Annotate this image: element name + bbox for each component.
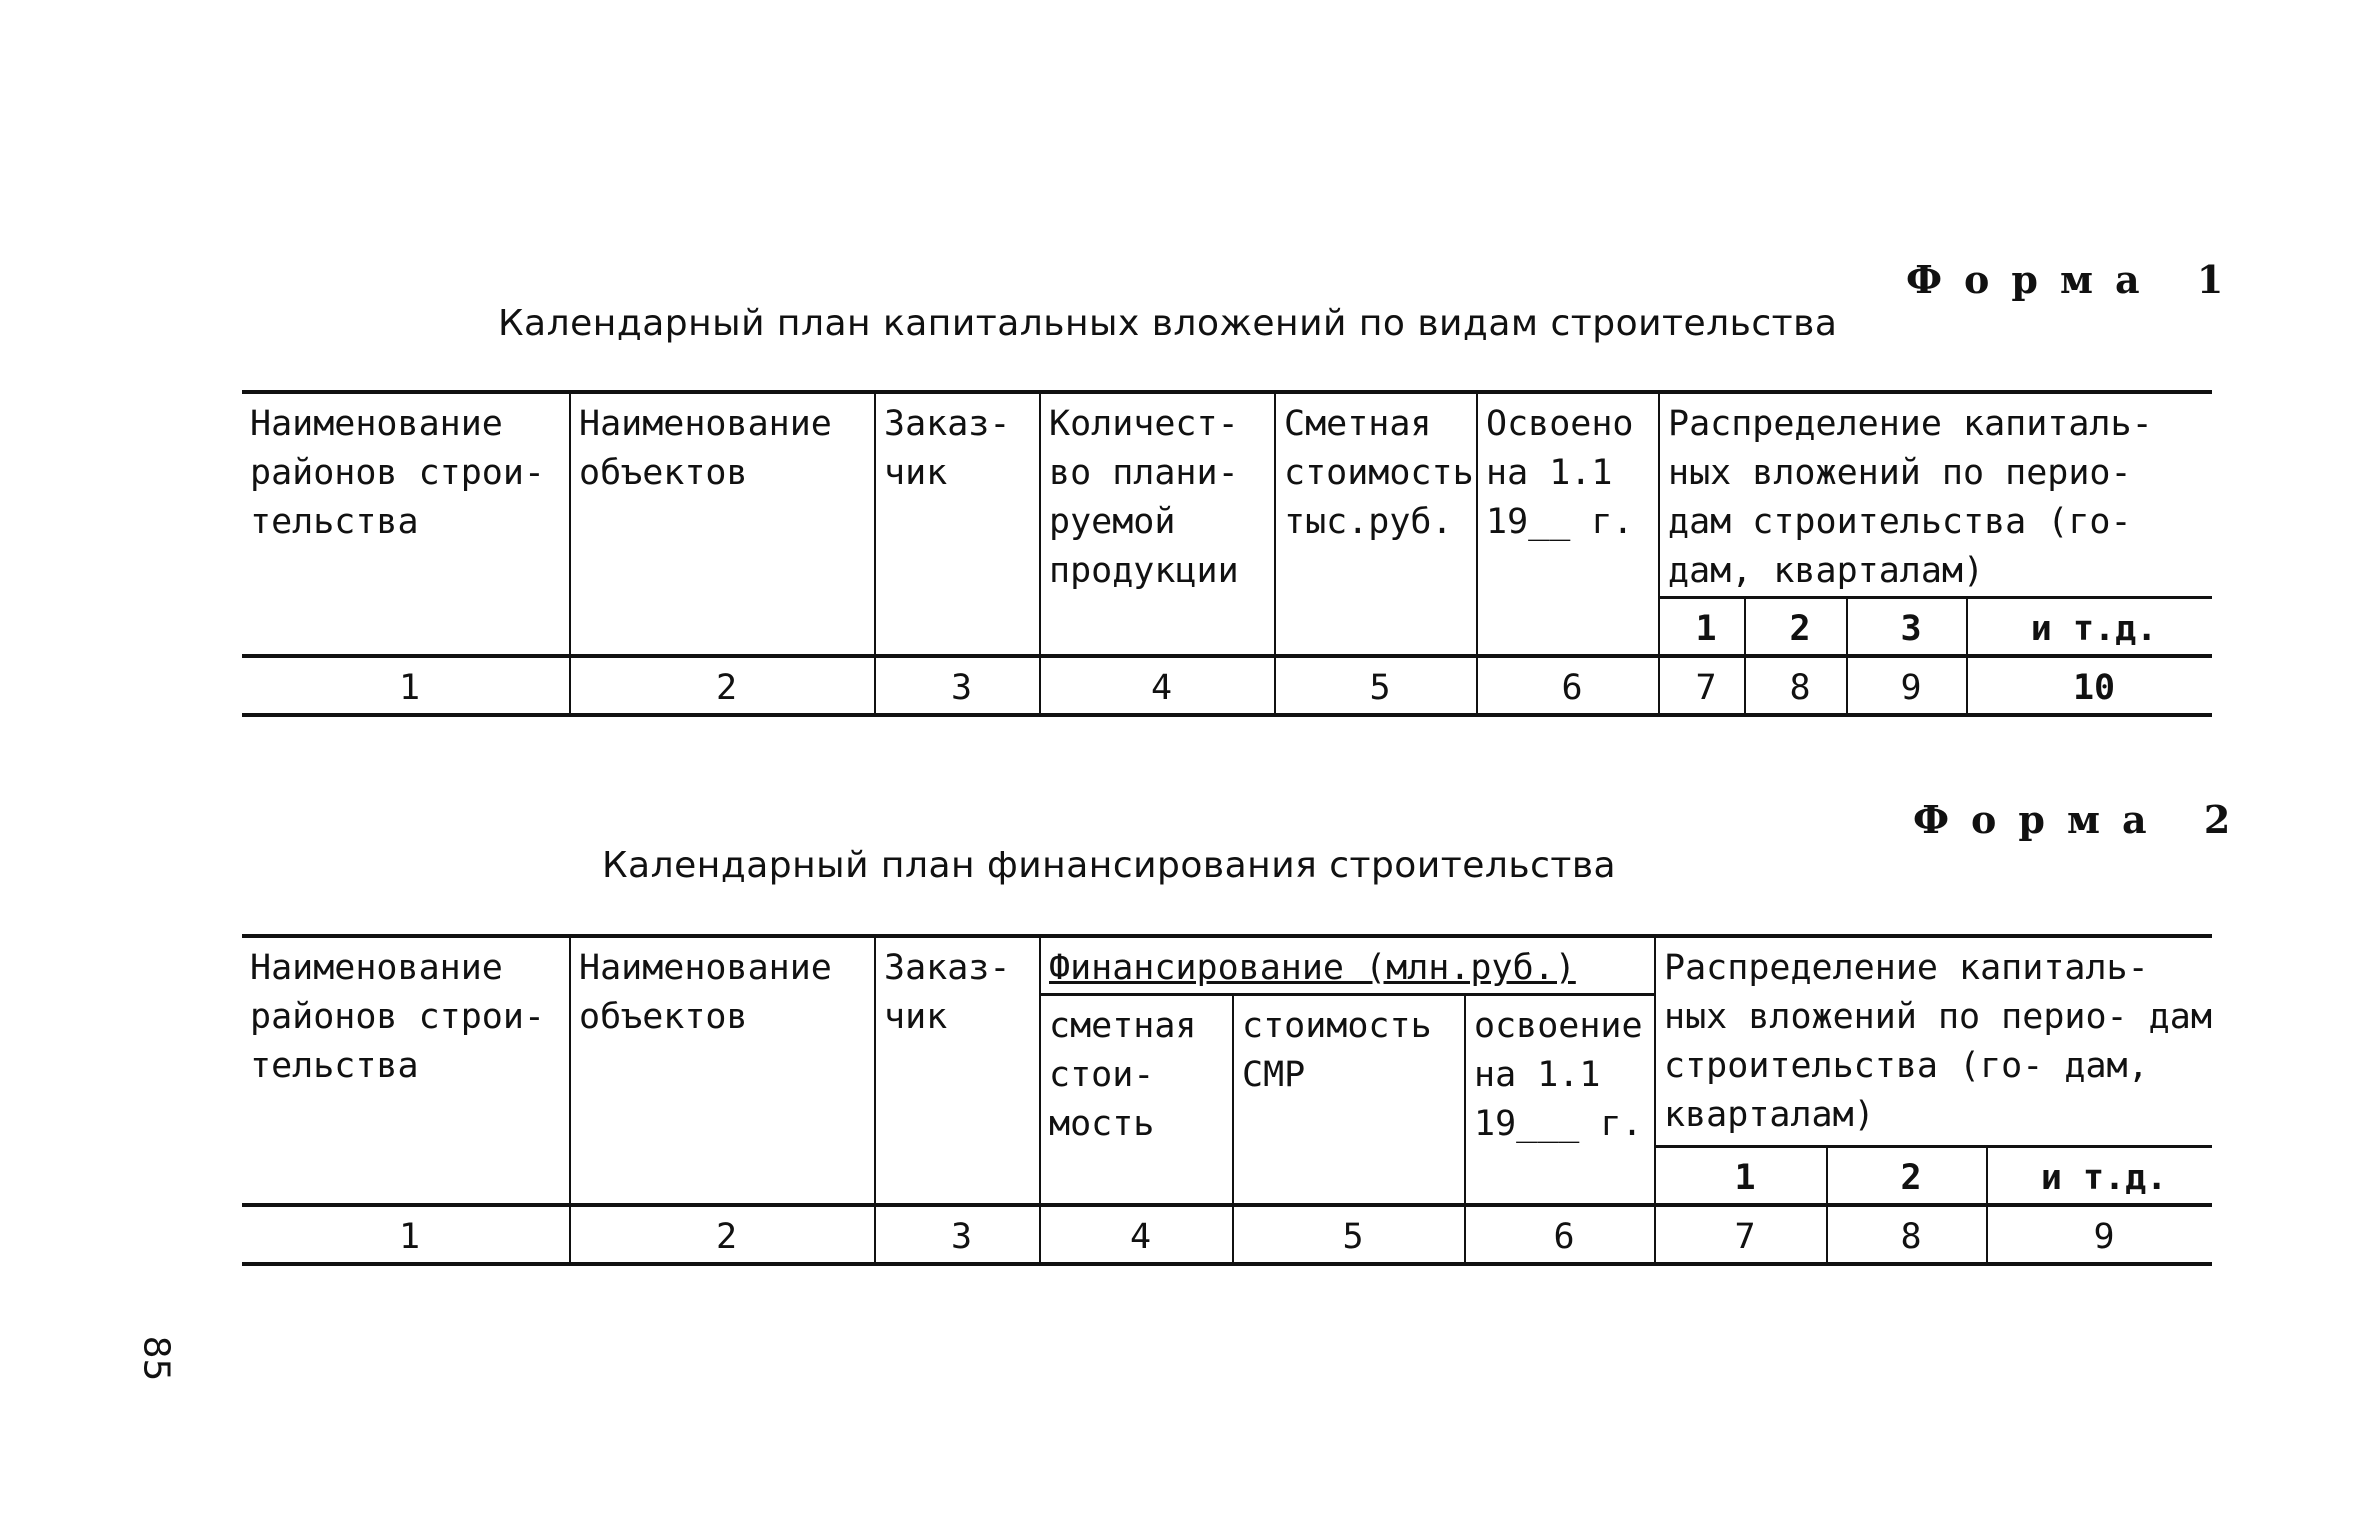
- col-customer-header: [875, 936, 1040, 1205]
- form1-num-2: 2: [570, 656, 875, 715]
- form1-h6: Освоено на 1.1 19__ г.: [1486, 404, 1634, 542]
- form2-h5: Распределение капиталь- ных вложений по перио- дам строительства (го- дам, кварталам): [1664, 948, 2212, 1135]
- fin-mastered: [1465, 995, 1655, 1206]
- fin-estimated-cost: [1040, 995, 1233, 1206]
- form1-num-9: 9: [1847, 656, 1967, 715]
- form2-h4: Финансирование (млн.руб.): [1049, 948, 1576, 988]
- form2-sub-etc: и т.д.: [1987, 1147, 2212, 1206]
- form2-sub-2: 2: [1827, 1147, 1987, 1206]
- form1-h3: Заказ- чик: [884, 404, 1011, 493]
- form2-table: [242, 934, 2212, 1266]
- col-district-header: [242, 936, 570, 1205]
- form1-num-10: 10: [1967, 656, 2212, 715]
- form2-num-5: 5: [1233, 1205, 1465, 1264]
- form2-h3: Заказ- чик: [884, 948, 1011, 1037]
- form2-num-6: 6: [1465, 1205, 1655, 1264]
- form1-h7: Распределение капиталь- ных вложений по перио- дам строительства (го- дам, кварталам): [1668, 404, 2153, 591]
- form1-h1: Наименование районов строи- тельства: [250, 404, 546, 542]
- form2-num-1: 1: [398, 1217, 421, 1257]
- form2-num-7: 7: [1655, 1205, 1827, 1264]
- form2-num-8: 8: [1827, 1205, 1987, 1264]
- form1-h5: Сметная стоимость тыс.руб.: [1284, 404, 1474, 542]
- form1-num-6: 6: [1477, 656, 1659, 715]
- form2-fin-3: освоение на 1.1 19___ г.: [1474, 1006, 1643, 1144]
- col-customer-header: [875, 392, 1040, 656]
- form2-fin-1: сметная стои- мость: [1049, 1006, 1197, 1144]
- form1-sub-1: 1: [1659, 598, 1745, 657]
- col-quantity-header: [1040, 392, 1275, 656]
- col-objects-header: [570, 392, 875, 656]
- form1-num-5: 5: [1275, 656, 1477, 715]
- form2-num-3: 3: [875, 1205, 1040, 1264]
- form2-num-2: 2: [570, 1205, 875, 1264]
- col-mastered-header: [1477, 392, 1659, 656]
- form1-h2: Наименование объектов: [579, 404, 832, 493]
- form2-h2: Наименование объектов: [579, 948, 832, 1037]
- form1-num-1: 1: [398, 668, 421, 708]
- form2-h1: Наименование районов строи- тельства: [250, 948, 546, 1086]
- form1-num-3: 3: [875, 656, 1040, 715]
- col-financing-header: [1040, 936, 1655, 995]
- form1-num-7: 7: [1659, 656, 1745, 715]
- form1-num-4: 4: [1040, 656, 1275, 715]
- col-objects-header: [570, 936, 875, 1205]
- form1-num-8: 8: [1745, 656, 1847, 715]
- col-distribution-header: [1659, 392, 2212, 598]
- form1-sub-etc: и т.д.: [1967, 598, 2212, 657]
- form2-sub-1: 1: [1655, 1147, 1827, 1206]
- form1-h4: Количест- во плани- руемой продукции: [1049, 404, 1239, 591]
- fin-smr-cost: [1233, 995, 1465, 1206]
- col-distribution-header: [1655, 936, 2212, 1147]
- form1-sub-2: 2: [1745, 598, 1847, 657]
- page-number: 85: [135, 1335, 177, 1382]
- form2-label: Форма 2: [1913, 797, 2253, 842]
- col-cost-header: [1275, 392, 1477, 656]
- form2-num-4: 4: [1040, 1205, 1233, 1264]
- col-district-header: [242, 392, 570, 656]
- form1-title: Календарный план капитальных вложений по видам строительства: [498, 303, 1838, 344]
- form2-fin-2: стоимость СМР: [1242, 1006, 1432, 1095]
- form1-sub-3: 3: [1847, 598, 1967, 657]
- form2-title: Календарный план финансирования строительства: [602, 845, 1617, 886]
- form2-num-9: 9: [1987, 1205, 2212, 1264]
- form1-table: [242, 390, 2212, 717]
- form1-label: Форма 1: [1906, 257, 2246, 302]
